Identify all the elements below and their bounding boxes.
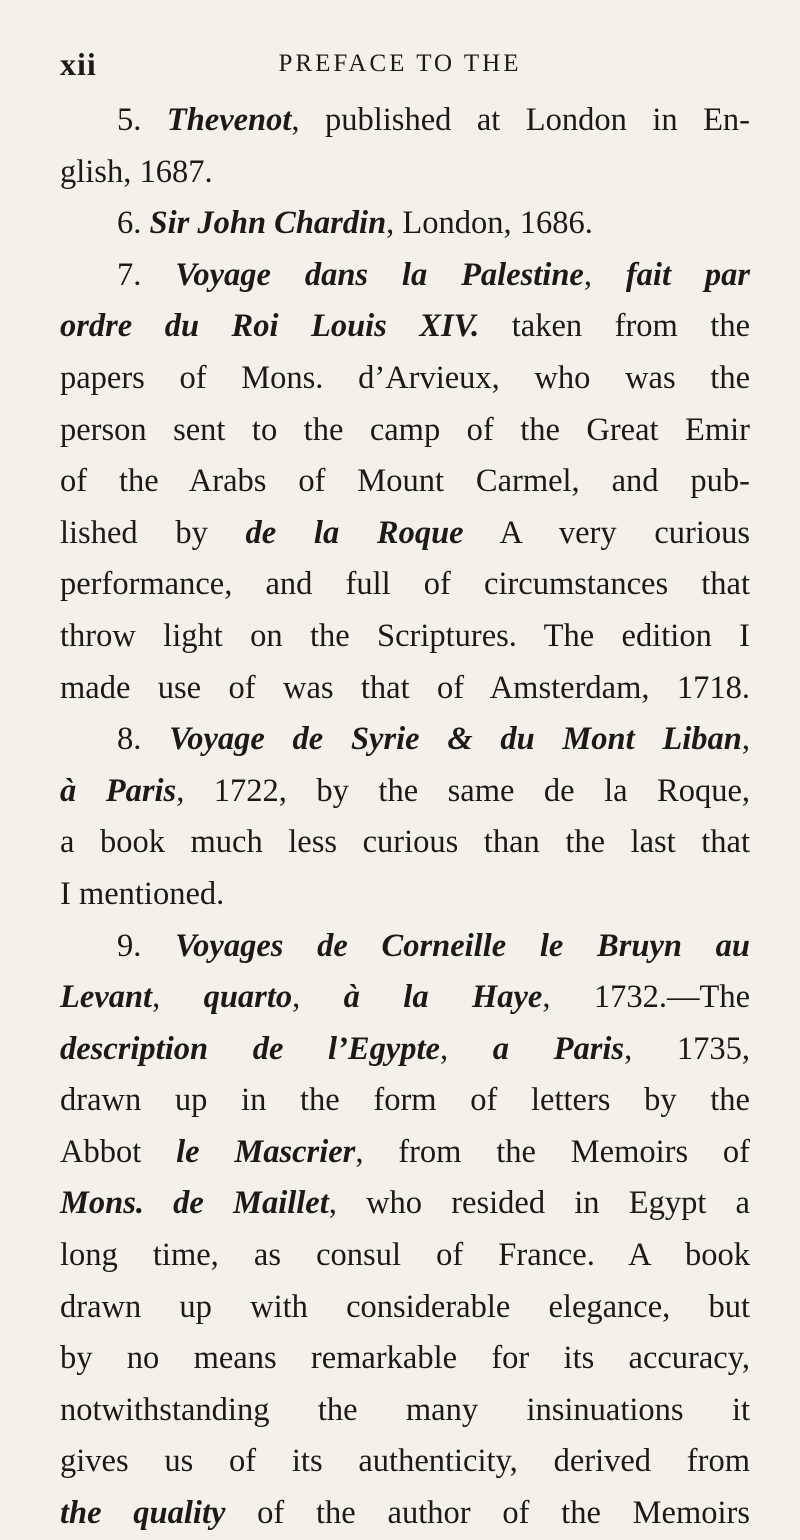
italic-text: ordre du Roi Louis XIV. [60, 308, 480, 345]
text-line [60, 250, 750, 302]
text-line [60, 611, 750, 663]
page-header [60, 44, 740, 84]
italic-text: le Mascrier [176, 1133, 356, 1170]
text-segment: A very curious [463, 514, 751, 551]
text-segment: 8. [117, 721, 170, 758]
text-segment: , [292, 979, 344, 1016]
text-segment: 6. [117, 205, 150, 242]
text-line [60, 405, 750, 457]
text-line [60, 198, 750, 250]
italic-text: description de l’Egypte [60, 1030, 440, 1067]
text-line [60, 1178, 750, 1230]
text-segment: , who resided in Egypt a [328, 1185, 750, 1222]
text-segment: drawn up with considerable elegance, but [60, 1288, 750, 1325]
text-segment: made use of was that of Amsterdam, 1718. [60, 669, 750, 706]
text-segment: taken from the [479, 308, 750, 345]
text-line [60, 1230, 750, 1282]
text-line [60, 921, 750, 973]
text-segment: , London, 1686. [386, 205, 593, 242]
text-line [60, 1075, 750, 1127]
italic-text: Sir John Chardin [149, 205, 387, 242]
text-line [60, 147, 750, 199]
text-line [60, 663, 750, 715]
text-segment: , 1722, by the same de la Roque, [176, 772, 750, 809]
text-segment: long time, as consul of France. A book [60, 1237, 750, 1274]
text-segment: 9. [117, 927, 176, 964]
text-segment: throw light on the Scriptures. The edition I [60, 617, 750, 654]
text-line [60, 1333, 750, 1385]
text-segment: papers of Mons. d’Arvieux, who was the [60, 359, 750, 396]
text-segment: by no means remarkable for its accuracy, [60, 1340, 750, 1377]
italic-text: Thevenot [166, 102, 292, 138]
text-segment: of the Arabs of Mount Carmel, and pub- [60, 463, 750, 500]
italic-text: Voyage dans la Palestine [175, 256, 584, 293]
italic-text: de la Roque [245, 514, 464, 551]
text-segment: performance, and full of circumstances that [60, 566, 750, 603]
text-segment: notwithstanding the many insinuations it [60, 1391, 750, 1428]
text-segment: a book much less curious than the last that [60, 824, 750, 861]
text-line [60, 714, 750, 766]
text-segment: I mentioned. [60, 875, 225, 912]
italic-text: à la Haye [343, 979, 543, 1016]
page-number: xii [60, 46, 97, 82]
text-line [60, 1488, 750, 1540]
text-line [60, 456, 750, 508]
text-line [60, 766, 750, 818]
text-segment: drawn up in the form of letters by the [60, 1082, 750, 1119]
running-head: PREFACE TO THE [278, 50, 522, 77]
body-text [60, 95, 750, 1540]
italic-text: the quality [60, 1495, 226, 1532]
text-segment: , [583, 256, 626, 293]
text-segment: , 1732.—The [542, 979, 751, 1016]
text-line [60, 869, 750, 921]
text-line [60, 95, 750, 147]
text-segment: gives us of its authenticity, derived from [60, 1443, 750, 1480]
text-line [60, 353, 750, 405]
italic-text: à Paris [60, 772, 177, 809]
text-line [60, 1127, 750, 1179]
text-line [60, 1282, 750, 1334]
text-segment: , [741, 721, 750, 758]
text-segment: , published at London in En- [291, 102, 750, 138]
text-segment: of the author of the Memoirs [225, 1495, 751, 1532]
text-line [60, 1436, 750, 1488]
italic-text: Levant [60, 979, 153, 1016]
text-segment: , [439, 1030, 493, 1067]
text-line [60, 972, 750, 1024]
text-segment: Abbot [60, 1133, 177, 1170]
text-line [60, 301, 750, 353]
text-segment: glish, 1687. [60, 153, 213, 190]
italic-text: Voyages de Corneille le Bruyn au [175, 927, 750, 964]
text-line [60, 559, 750, 611]
italic-text: a Paris [492, 1030, 625, 1067]
italic-text: Mons. de Maillet [60, 1185, 329, 1222]
text-segment: 7. [117, 256, 176, 293]
text-segment: person sent to the camp of the Great Emir [60, 411, 750, 448]
text-line [60, 508, 750, 560]
text-segment: 5. [117, 102, 167, 138]
italic-text: Voyage de Syrie & du Mont Liban [169, 721, 742, 758]
italic-text: fait par [625, 256, 751, 293]
text-line [60, 817, 750, 869]
text-line [60, 1024, 750, 1076]
text-line [60, 1385, 750, 1437]
italic-text: quarto [203, 979, 293, 1016]
text-segment: , from the Memoirs of [355, 1133, 750, 1170]
text-segment: , 1735, [624, 1030, 750, 1067]
text-segment: lished by [60, 514, 246, 551]
text-segment: , [152, 979, 204, 1016]
